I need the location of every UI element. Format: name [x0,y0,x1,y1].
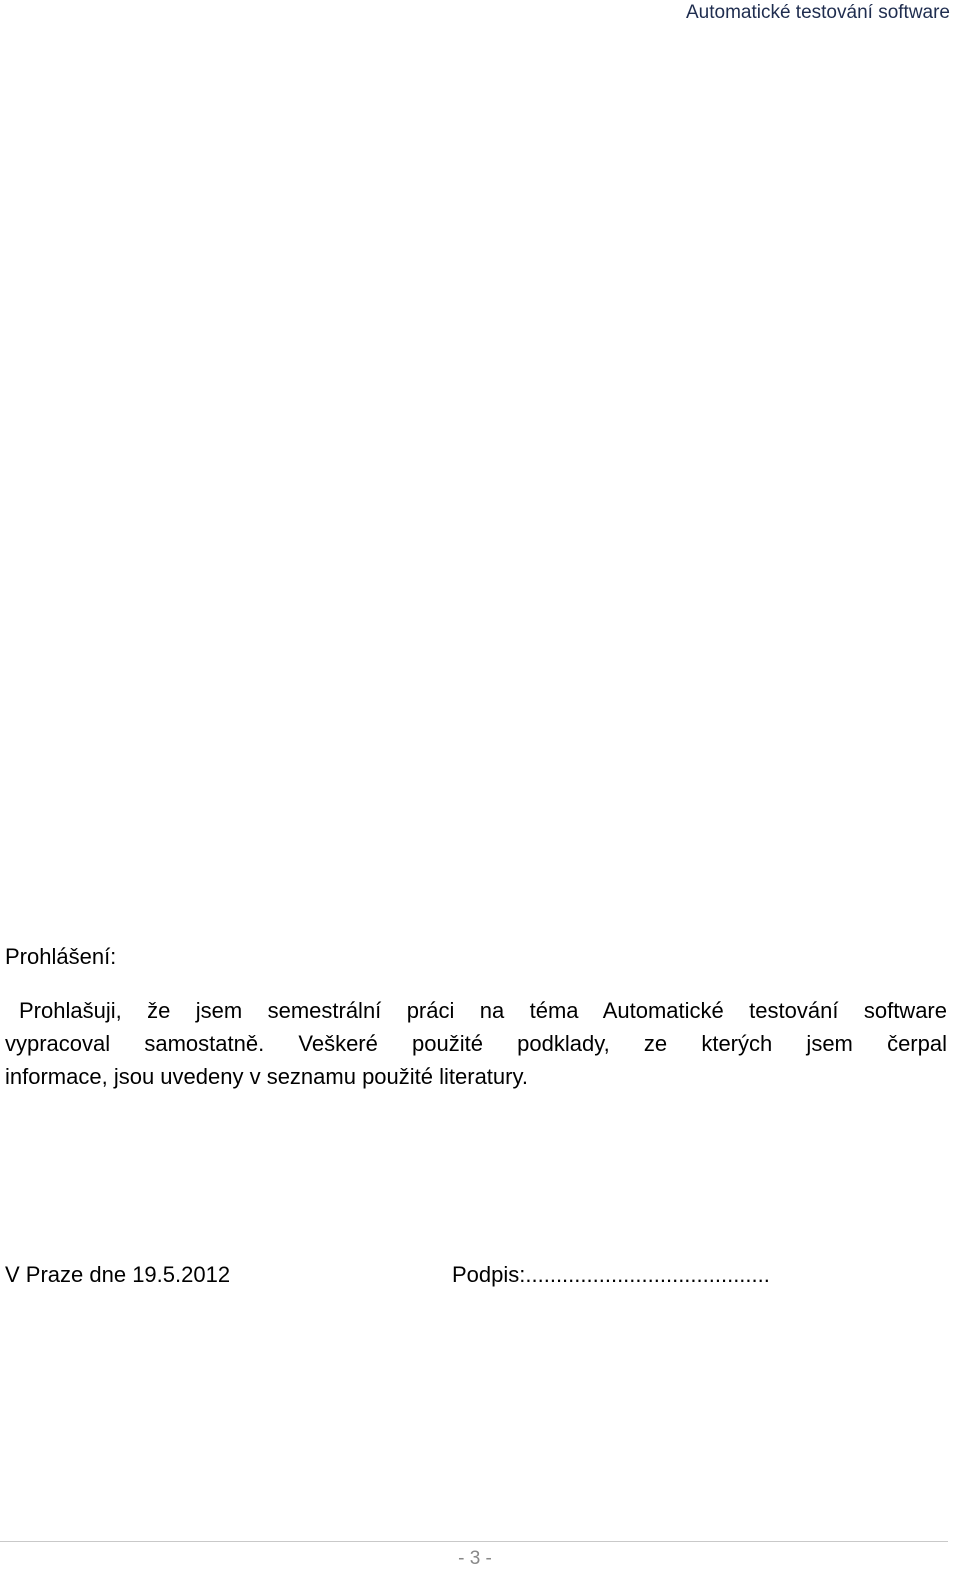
declaration-line-1: Prohlašuji, že jsem semestrální práci na téma Automatické testování software [19,998,947,1023]
place-date: V Praze dne 19.5.2012 [5,1262,231,1287]
declaration-line-3: informace, jsou uvedeny v seznamu použité literatury. [5,1064,528,1089]
running-header-title: Automatické testování software [685,2,950,23]
declaration-body [5,994,947,1093]
page-number: - 3 - [458,1548,492,1569]
footer-divider [0,1541,948,1542]
signature-line: Podpis:........................................ [452,1262,770,1287]
declaration-title: Prohlášení: [5,944,117,969]
declaration-line-2: vypracoval samostatně. Veškeré použité podklady, ze kterých jsem čerpal [5,1031,947,1056]
